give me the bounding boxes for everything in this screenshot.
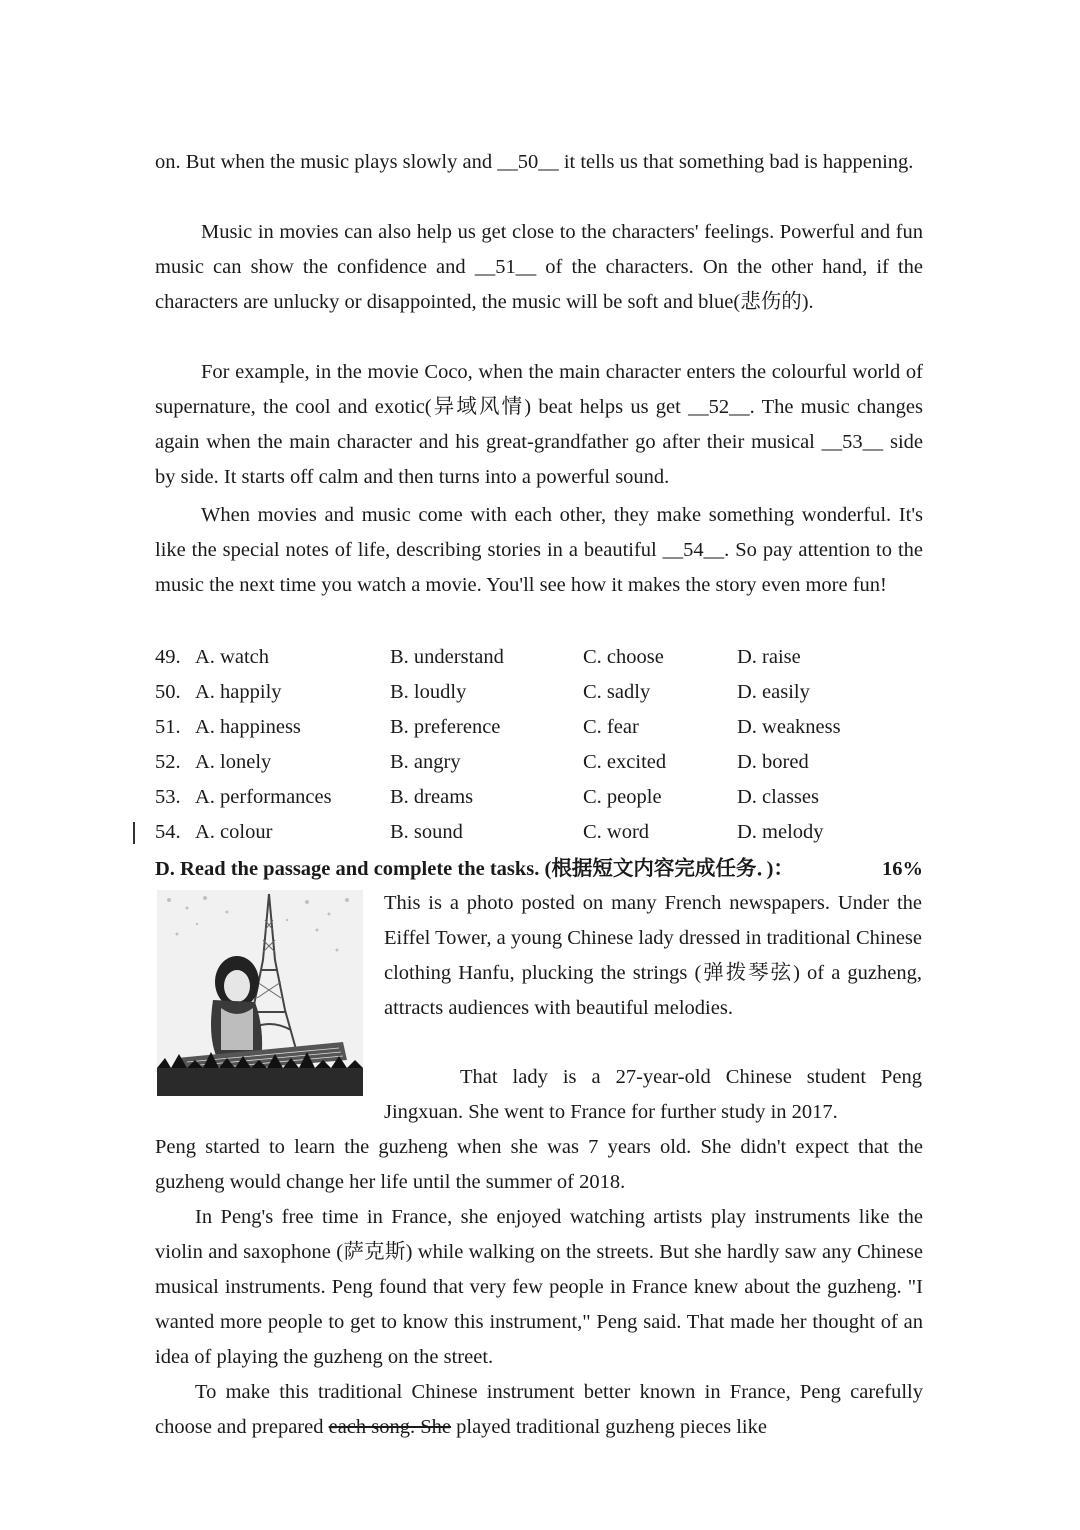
option-b: B. loudly <box>390 681 467 703</box>
struck-out-text: each song. She <box>328 1416 452 1438</box>
paragraph-4-text-end: played traditional guzheng pieces like <box>451 1416 767 1438</box>
option-a: A. performances <box>195 786 332 808</box>
option-a: A. watch <box>195 646 270 668</box>
question-number: 52. <box>155 751 181 773</box>
option-c: C. word <box>583 821 650 843</box>
paragraph-1: on. But when the music plays slowly and __50__ it tells us that something bad is happening. <box>155 151 914 173</box>
option-d: D. classes <box>737 786 819 808</box>
option-d: D. raise <box>737 646 801 668</box>
paragraph-4: When movies and music come with each other, they make something wonderful. It's like the special notes of life, describing stories in a beautiful __54__. So pay attention to the music the next time you watch a movie. You'll see how it makes the story even more fun! <box>155 504 923 596</box>
question-row <box>155 710 923 745</box>
eiffel-guzheng-photo-illustration <box>157 890 363 1096</box>
paragraph-2: Music in movies can also help us get close to the characters' feelings. Powerful and fun music can show the confidence and __51__ of the characters. On the other hand, if the characters are unlucky or disappointed, the music will be soft and blue(悲伤的). <box>155 221 923 313</box>
question-number: 54. <box>155 821 181 843</box>
option-b: B. sound <box>390 821 463 843</box>
option-c: C. people <box>583 786 662 808</box>
question-row <box>155 675 923 710</box>
passage-d-paragraph-2-continued: Peng started to learn the guzheng when she was 7 years old. She didn't expect that the guzheng would change her life until the summer of 2018. <box>155 1136 923 1193</box>
option-b: B. dreams <box>390 786 474 808</box>
option-b: B. understand <box>390 646 504 668</box>
question-number: 49. <box>155 646 181 668</box>
question-row <box>155 815 923 850</box>
option-a: A. happily <box>195 681 282 703</box>
option-c: C. sadly <box>583 681 651 703</box>
option-d: D. bored <box>737 751 809 773</box>
question-row <box>155 640 923 675</box>
option-a: A. lonely <box>195 751 272 773</box>
option-d: D. easily <box>737 681 810 703</box>
option-d: D. melody <box>737 821 824 843</box>
option-b: B. angry <box>390 751 461 773</box>
paragraph-3: For example, in the movie Coco, when the main character enters the colourful world of supernature, the cool and exotic(异域风情) beat helps us get __52__. The music changes again when the main character and his great-grandfather go after their musical __53__ side by side. It starts off calm and then turns into a powerful sound. <box>155 361 923 488</box>
section-d-score: 16% <box>882 858 923 880</box>
option-b: B. preference <box>390 716 501 738</box>
passage-d-paragraph-3: In Peng's free time in France, she enjoyed watching artists play instruments like the violin and saxophone (萨克斯) while walking on the streets. But she hardly saw any Chinese musical instruments. Peng found that very few people in France knew about the guzheng. "I wanted more people to get to know this instrument," Peng said. That made her thought of an idea of playing the guzheng on the street. <box>155 1206 923 1368</box>
option-c: C. choose <box>583 646 664 668</box>
question-number: 53. <box>155 786 181 808</box>
option-a: A. happiness <box>195 716 301 738</box>
multiple-choice-list <box>155 640 923 850</box>
paragraph-4-text-start: To make this traditional Chinese instrument better known in France, Peng carefully choose and prepared <box>155 1381 923 1438</box>
option-c: C. fear <box>583 716 639 738</box>
passage-d-paragraph-1: This is a photo posted on many French newspapers. Under the Eiffel Tower, a young Chinese lady dressed in traditional Chinese clothing Hanfu, plucking the strings (弹拨琴弦) of a guzheng, attracts audiences with beautiful melodies. <box>384 892 922 1019</box>
passage-d-paragraph-4 <box>155 1375 923 1445</box>
option-c: C. excited <box>583 751 667 773</box>
passage-d-paragraph-2-wrapped: That lady is a 27-year-old Chinese student Peng Jingxuan. She went to France for further study in 2017. <box>384 1066 922 1123</box>
section-d-title: D. Read the passage and complete the tasks. (根据短文内容完成任务．)： <box>155 858 794 880</box>
margin-mark <box>133 822 135 844</box>
question-row <box>155 745 923 780</box>
option-a: A. colour <box>195 821 273 843</box>
question-number: 51. <box>155 716 181 738</box>
question-number: 50. <box>155 681 181 703</box>
newspaper-photo <box>157 890 363 1096</box>
section-d-heading <box>155 852 923 887</box>
question-row <box>155 780 923 815</box>
option-d: D. weakness <box>737 716 841 738</box>
